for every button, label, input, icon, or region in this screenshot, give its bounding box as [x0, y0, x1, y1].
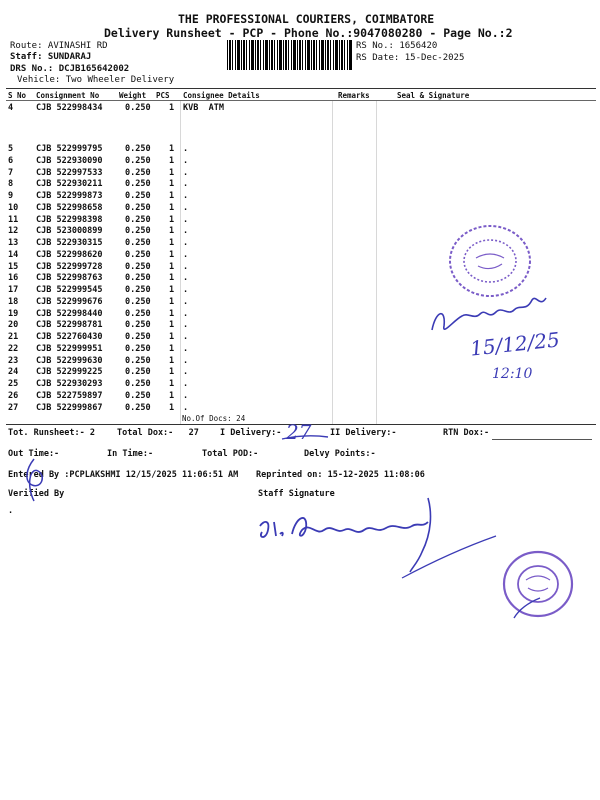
row-pcs: 1 [169, 320, 175, 331]
row-sno: 18 [8, 296, 19, 307]
total-pod: Total POD:- [202, 449, 259, 459]
row-weight: 0.250 [125, 249, 151, 260]
col-sno: S No [8, 91, 27, 100]
row-consignment: CJB 522999545 [36, 285, 103, 295]
staff-label: Staff: SUNDARAJ [10, 52, 92, 62]
row-consignee: . [183, 226, 189, 237]
handwritten-i-delivery: 27 [286, 420, 312, 444]
row-consignee: . [183, 390, 189, 401]
row-sno: 26 [8, 390, 19, 401]
vehicle-label: Vehicle: Two Wheeler Delivery [17, 75, 175, 85]
row-sno: 20 [8, 320, 19, 331]
row-consignee: KVB ATM [183, 103, 224, 113]
row-sno: 15 [8, 261, 19, 272]
row-sno: 11 [8, 214, 19, 225]
row-sno: 25 [8, 379, 19, 389]
row-consignee: . [183, 261, 189, 272]
col-remarks: Remarks [338, 91, 370, 100]
column-divider [376, 101, 377, 425]
row-pcs: 1 [169, 402, 175, 413]
verified-dot: . [8, 506, 14, 516]
row-weight: 0.250 [125, 355, 151, 366]
col-pcs: PCS [156, 91, 170, 100]
column-divider [332, 101, 333, 425]
seal-stamp [446, 222, 534, 300]
row-consignment: CJB 522760430 [36, 332, 103, 342]
row-consignment: CJB 522998434 [36, 103, 103, 113]
rs-number: RS No.: 1656420 [356, 41, 438, 51]
row-weight: 0.250 [125, 238, 151, 248]
row-pcs: 1 [169, 103, 175, 113]
row-weight: 0.250 [125, 144, 151, 154]
staff-signature [252, 492, 502, 582]
row-weight: 0.250 [125, 390, 151, 401]
row-pcs: 1 [169, 238, 175, 248]
row-consignment: CJB 522998763 [36, 273, 103, 284]
route-label: Route: AVINASHI RD [10, 41, 108, 51]
row-pcs: 1 [169, 343, 175, 354]
row-weight: 0.250 [125, 379, 151, 389]
rtn-dox-line [492, 439, 592, 440]
verified-by: Verified By [8, 489, 65, 499]
row-sno: 10 [8, 202, 19, 213]
row-weight: 0.250 [125, 320, 151, 331]
row-consignment: CJB 522999951 [36, 343, 103, 354]
drs-number: DRS No.: DCJB165642002 [10, 64, 130, 74]
row-consignment: CJB 523000899 [36, 226, 103, 237]
row-pcs: 1 [169, 144, 175, 154]
row-weight: 0.250 [125, 202, 151, 213]
row-pcs: 1 [169, 379, 175, 389]
row-consignment: CJB 522999873 [36, 191, 103, 201]
row-weight: 0.250 [125, 343, 151, 354]
row-weight: 0.250 [125, 214, 151, 225]
row-consignment: CJB 522997533 [36, 167, 103, 178]
row-pcs: 1 [169, 332, 175, 342]
row-sno: 23 [8, 355, 19, 366]
row-consignee: . [183, 320, 189, 331]
row-consignment: CJB 522999728 [36, 261, 103, 272]
row-sno: 24 [8, 367, 19, 378]
row-pcs: 1 [169, 285, 175, 295]
column-divider [180, 101, 181, 425]
col-consignment: Consignment No [36, 91, 100, 100]
row-weight: 0.250 [125, 167, 151, 178]
row-consignment: CJB 522999867 [36, 402, 103, 413]
handwritten-date: 15/12/25 [468, 327, 561, 361]
out-time: Out Time:- [8, 449, 60, 459]
row-weight: 0.250 [125, 285, 151, 295]
row-pcs: 1 [169, 273, 175, 284]
row-consignee: . [183, 238, 189, 248]
row-weight: 0.250 [125, 332, 151, 342]
reprinted-on: Reprinted on: 15-12-2025 11:08:06 [256, 470, 425, 480]
row-pcs: 1 [169, 355, 175, 366]
row-consignee: . [183, 202, 189, 213]
row-consignment: CJB 522930211 [36, 179, 103, 190]
row-weight: 0.250 [125, 103, 151, 113]
doc-count: No.Of Docs: 24 [182, 414, 246, 423]
row-sno: 17 [8, 285, 19, 295]
rtn-dox: RTN Dox:- [443, 428, 490, 438]
row-pcs: 1 [169, 167, 175, 178]
row-pcs: 1 [169, 296, 175, 307]
row-pcs: 1 [169, 202, 175, 213]
row-sno: 21 [8, 332, 19, 342]
row-consignment: CJB 522999795 [36, 144, 103, 154]
row-sno: 16 [8, 273, 19, 284]
row-sno: 19 [8, 308, 19, 319]
row-consignee: . [183, 144, 189, 154]
rs-date: RS Date: 15-Dec-2025 [356, 53, 465, 63]
row-sno: 27 [8, 402, 19, 413]
row-pcs: 1 [169, 155, 175, 166]
col-weight: Weight [119, 91, 147, 100]
row-consignment: CJB 522999630 [36, 355, 103, 366]
runsheet-title: Delivery Runsheet - PCP - Phone No.:9047080280 - Page No.:2 [104, 26, 513, 40]
row-consignment: CJB 522999676 [36, 296, 103, 307]
row-pcs: 1 [169, 367, 175, 378]
col-seal: Seal & Signature [397, 91, 470, 100]
row-consignment: CJB 522998620 [36, 249, 103, 260]
row-weight: 0.250 [125, 191, 151, 201]
row-sno: 6 [8, 155, 14, 166]
entered-by-scribble [20, 455, 52, 505]
row-consignment: CJB 522930315 [36, 238, 103, 248]
row-consignee: . [183, 402, 189, 413]
row-weight: 0.250 [125, 155, 151, 166]
row-sno: 7 [8, 167, 14, 178]
row-consignee: . [183, 155, 189, 166]
row-sno: 22 [8, 343, 19, 354]
row-consignee: . [183, 179, 189, 190]
row-consignee: . [183, 379, 189, 389]
barcode [227, 40, 353, 70]
row-consignment: CJB 522998658 [36, 202, 103, 213]
row-weight: 0.250 [125, 261, 151, 272]
row-consignee: . [183, 285, 189, 295]
row-weight: 0.250 [125, 402, 151, 413]
row-consignee: . [183, 167, 189, 178]
row-pcs: 1 [169, 226, 175, 237]
row-consignment: CJB 522999225 [36, 367, 103, 378]
row-weight: 0.250 [125, 296, 151, 307]
row-sno: 14 [8, 249, 19, 260]
row-consignee: . [183, 308, 189, 319]
row-weight: 0.250 [125, 226, 151, 237]
company-title: THE PROFESSIONAL COURIERS, COIMBATORE [178, 12, 435, 26]
row-consignment: CJB 522930090 [36, 155, 103, 166]
row-consignee: . [183, 343, 189, 354]
row-pcs: 1 [169, 179, 175, 190]
row-consignment: CJB 522998398 [36, 214, 103, 225]
table-top-rule [6, 88, 596, 89]
row-pcs: 1 [169, 261, 175, 272]
col-consignee: Consignee Details [183, 91, 260, 100]
row-pcs: 1 [169, 249, 175, 260]
in-time: In Time:- [107, 449, 154, 459]
row-sno: 5 [8, 144, 14, 154]
handwritten-time: 12:10 [492, 366, 533, 382]
i-delivery: I Delivery:- [220, 428, 282, 438]
row-weight: 0.250 [125, 367, 151, 378]
row-sno: 12 [8, 226, 19, 237]
row-consignee: . [183, 355, 189, 366]
row-consignee: . [183, 214, 189, 225]
row-weight: 0.250 [125, 179, 151, 190]
ii-delivery: II Delivery:- [330, 428, 397, 438]
table-header-rule [6, 100, 596, 101]
total-dox: Total Dox:- 27 [117, 428, 199, 438]
row-consignee: . [183, 332, 189, 342]
row-consignment: CJB 522998781 [36, 320, 103, 331]
entered-by: Entered By :PCPLAKSHMI 12/15/2025 11:06:51 AM [8, 470, 239, 480]
row-sno: 13 [8, 238, 19, 248]
row-consignee: . [183, 273, 189, 284]
row-sno: 9 [8, 191, 14, 201]
delvy-points: Delvy Points:- [304, 449, 376, 459]
row-consignment: CJB 522930293 [36, 379, 103, 389]
row-consignee: . [183, 296, 189, 307]
row-consignee: . [183, 191, 189, 201]
row-consignee: . [183, 367, 189, 378]
row-weight: 0.250 [125, 273, 151, 284]
row-sno: 4 [8, 103, 14, 113]
row-pcs: 1 [169, 214, 175, 225]
row-weight: 0.250 [125, 308, 151, 319]
row-pcs: 1 [169, 308, 175, 319]
row-consignment: CJB 522998440 [36, 308, 103, 319]
row-consignment: CJB 522759897 [36, 390, 103, 401]
seal-stamp-bottom [500, 548, 576, 620]
row-pcs: 1 [169, 390, 175, 401]
row-sno: 8 [8, 179, 14, 190]
tot-runsheet: Tot. Runsheet:- 2 [8, 428, 95, 438]
staff-signature-label: Staff Signature [258, 489, 335, 499]
handwritten-stroke [280, 425, 330, 450]
row-pcs: 1 [169, 191, 175, 201]
row-consignee: . [183, 249, 189, 260]
